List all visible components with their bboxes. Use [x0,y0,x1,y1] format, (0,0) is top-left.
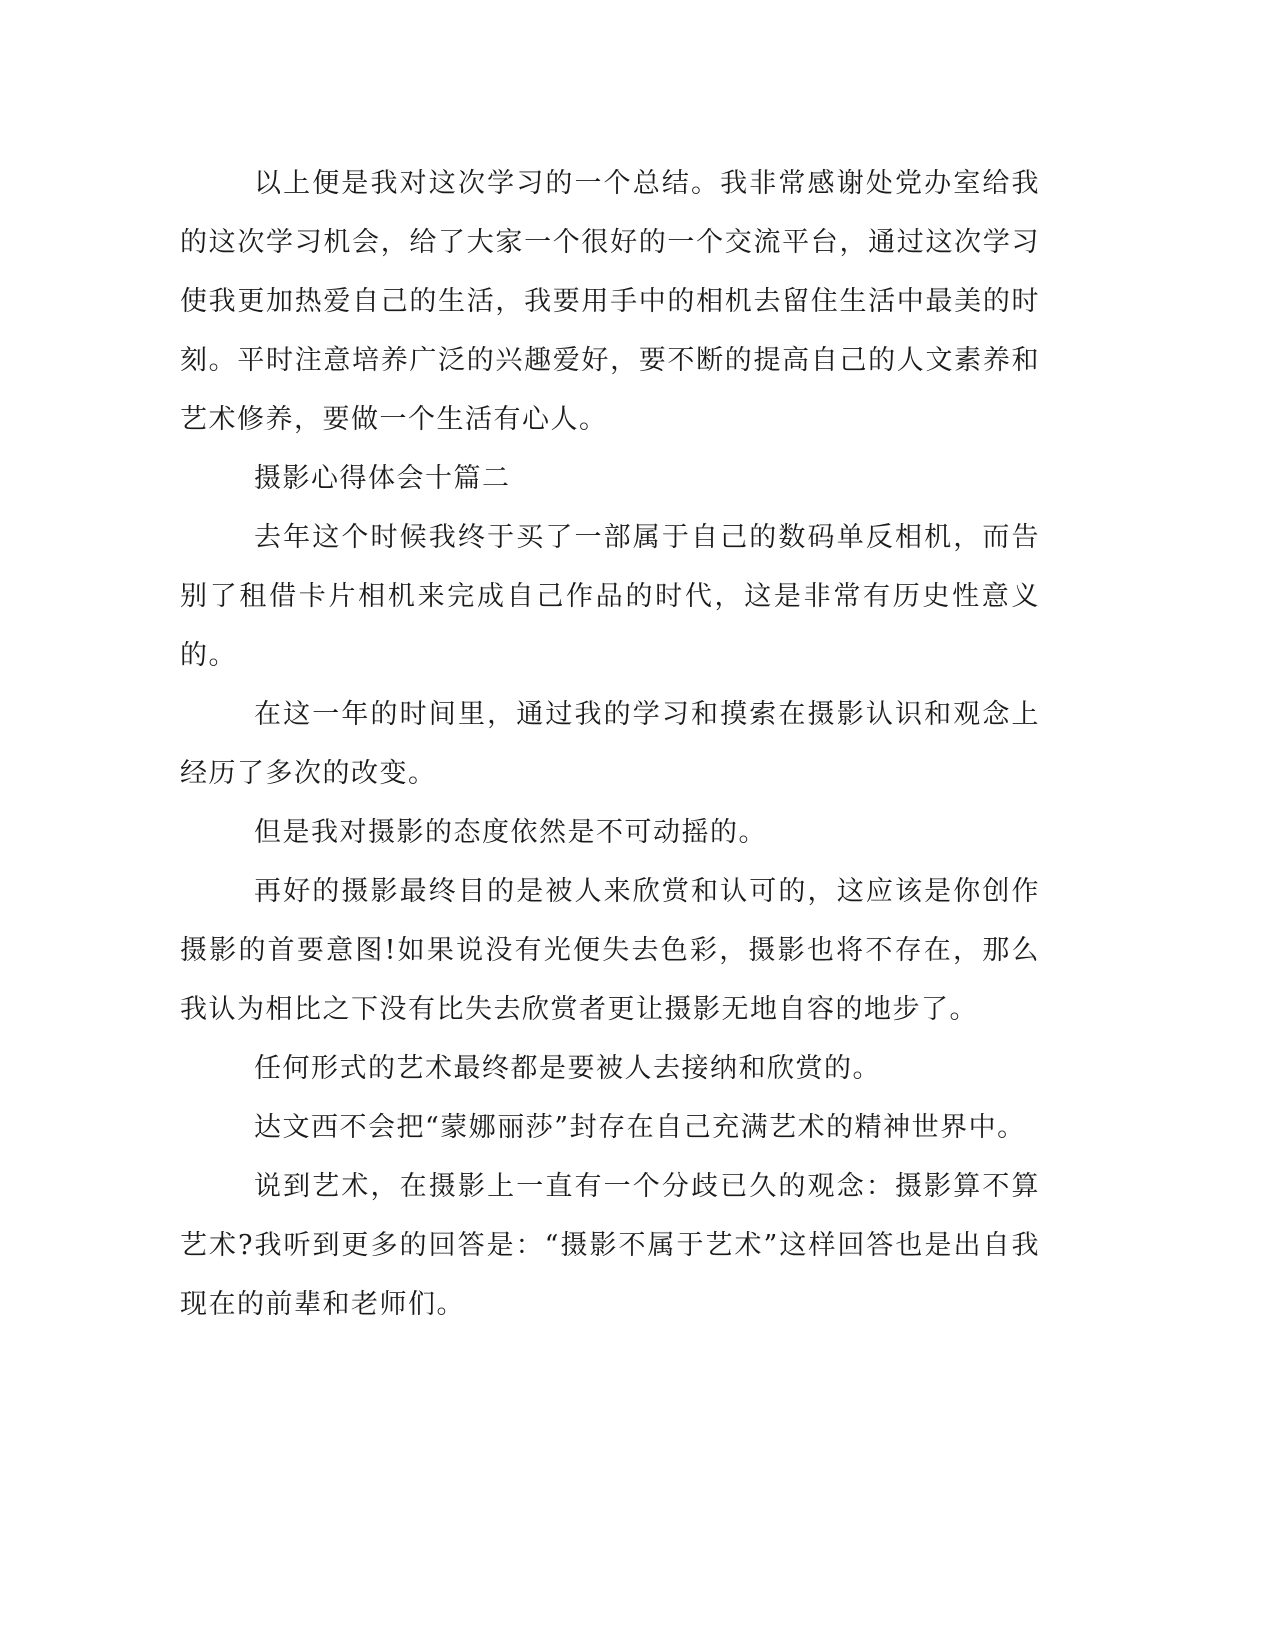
paragraph-attitude: 但是我对摄影的态度依然是不可动摇的。 [254,817,767,848]
paragraph-mona-lisa: 达文西不会把“蒙娜丽莎”封存在自己充满艺术的精神世界中。 [254,1112,1026,1143]
paragraph-is-photography-art: 说到艺术，在摄影上一直有一个分歧已久的观念：摄影算不算艺术?我听到更多的回答是：“摄影不属于艺术”这样回答也是出自我现在的前辈和老师们。 [180,1171,1040,1320]
paragraph-art-appreciation: 任何形式的艺术最终都是要被人去接纳和欣赏的。 [254,1053,881,1084]
paragraph-camera-purchase: 去年这个时候我终于买了一部属于自己的数码单反相机，而告别了租借卡片相机来完成自己作品的时代，这是非常有历史性意义的。 [180,522,1040,671]
document-body [180,154,1040,1334]
paragraph-year-learning: 在这一年的时间里，通过我的学习和摸索在摄影认识和观念上经历了多次的改变。 [180,699,1040,789]
section-heading: 摄影心得体会十篇二 [254,463,511,494]
paragraph-purpose: 再好的摄影最终目的是被人来欣赏和认可的，这应该是你创作摄影的首要意图!如果说没有光便失去色彩，摄影也将不存在，那么我认为相比之下没有比失去欣赏者更让摄影无地自容的地步了。 [180,876,1040,1025]
paragraph-summary: 以上便是我对这次学习的一个总结。我非常感谢处党办室给我的这次学习机会，给了大家一个很好的一个交流平台，通过这次学习使我更加热爱自己的生活，我要用手中的相机去留住生活中最美的时刻。平时注意培养广泛的兴趣爱好，要不断的提高自己的人文素养和艺术修养，要做一个生活有心人。 [180,168,1040,435]
